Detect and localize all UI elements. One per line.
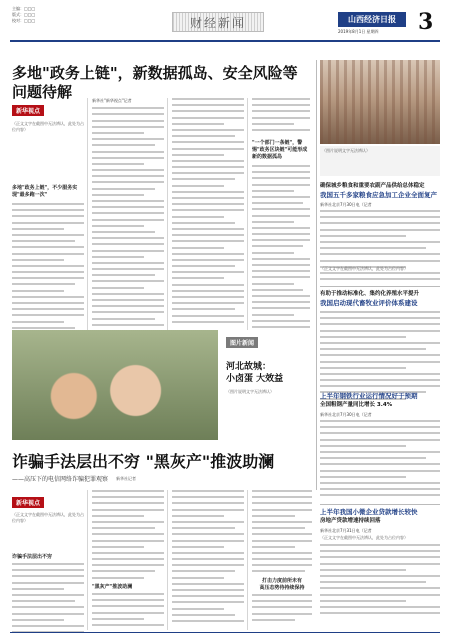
fraud-subline xyxy=(12,474,312,483)
fraud-subhead-4: 高压态势待持续保持 xyxy=(259,585,305,591)
lead-text-lines xyxy=(252,165,310,333)
column-rule xyxy=(247,98,248,330)
lead-headline-block xyxy=(12,64,312,102)
lead-text-lines xyxy=(92,107,164,331)
column-rule xyxy=(87,490,88,630)
warehouse-caption-box xyxy=(320,146,440,176)
lead-col-2 xyxy=(92,98,164,330)
section-title: 财经新闻 xyxy=(189,15,246,30)
steel-subheadline: 全国粗钢产量同比增长 3.4% xyxy=(320,402,393,408)
warehouse-caption: （图片说明文字无法辨认） xyxy=(322,148,370,153)
loan-story xyxy=(320,508,440,618)
fraud-subhead-1: 诈骗手法层出不穷 xyxy=(12,554,53,560)
fraud-text-lines xyxy=(12,563,84,640)
steel-text-lines xyxy=(320,420,440,500)
warehouse-photo xyxy=(320,60,440,144)
livestock-headline-1: 有助于推动标准化、集约化养殖水平提升 xyxy=(320,291,420,297)
picture-news-headline xyxy=(226,361,314,385)
fraud-headline-block xyxy=(12,452,312,483)
right-top-body: （正文文字在截图中无法辨认，此处为占位内容） xyxy=(320,266,408,271)
loan-text-lines xyxy=(320,544,440,618)
masthead xyxy=(0,0,450,44)
picture-news-photo xyxy=(12,330,218,440)
livestock-headline-2: 我国启动现代畜牧业评价体系建设 xyxy=(320,299,418,307)
lead-text-lines xyxy=(252,98,310,138)
picture-news-block xyxy=(226,330,314,419)
fraud-text-lines xyxy=(172,490,244,630)
fraud-text-lines xyxy=(92,490,164,582)
lead-body: （正文文字在截图中无法辨认，此处为占位内容） xyxy=(12,121,84,133)
section-banner xyxy=(172,12,264,32)
column-rule xyxy=(87,98,88,330)
column-rule xyxy=(247,490,248,630)
page-number: 3 xyxy=(418,9,434,35)
fraud-col-2 xyxy=(92,490,164,630)
meta-line: 版式：□□□ xyxy=(12,12,36,17)
footer-rule xyxy=(10,632,440,633)
loan-body: （正文文字在截图中无法辨认，此处为占位内容） xyxy=(320,535,408,540)
grain-headline-2: 我国五千多家粮食应急加工企业全面复产 xyxy=(320,191,437,199)
meta-line: 主编：□□□ xyxy=(12,6,36,11)
issue-date: 2019年8月1日 星期四 xyxy=(338,29,379,34)
fraud-col-4 xyxy=(252,490,312,630)
fraud-subheadline: ——高压下的电信网络诈骗犯罪观察 xyxy=(12,476,109,483)
meta-line: 校对：□□□ xyxy=(12,18,36,23)
livestock-text-lines xyxy=(320,311,440,403)
grain-headline-1: 确保城乡粮食和重要农副产品供给总体稳定 xyxy=(320,183,425,189)
loan-subheadline: 房地产贷款增速持续回落 xyxy=(320,518,381,524)
steel-headline: 上半年钢铁行业运行情况好于预期 xyxy=(320,392,418,400)
page-divider xyxy=(316,60,317,490)
fraud-byline: 新华社记者 xyxy=(116,475,137,481)
masthead-rule xyxy=(10,40,440,42)
picture-news-headline-line: 河北故城： xyxy=(226,362,272,372)
column-rule xyxy=(167,98,168,330)
fraud-kicker: 新华视点 xyxy=(12,497,44,508)
fraud-text-lines xyxy=(252,490,312,576)
loan-headline: 上半年我国小微企业贷款增长较快 xyxy=(320,508,418,516)
fraud-body: （正文文字在截图中无法辨认，此处为占位内容） xyxy=(12,512,84,524)
fraud-text-lines xyxy=(252,594,312,624)
lead-subhead-1: 多地"政务上链"，不少服务实现"最多跑一次" xyxy=(12,185,78,198)
lead-headline: 多地"政务上链"，新数据孤岛、安全风险等问题待解 xyxy=(12,64,298,101)
section-rule xyxy=(320,504,440,505)
lead-col-1 xyxy=(12,98,84,330)
lead-text-lines xyxy=(12,203,84,343)
paper-name: 山西经济日报 xyxy=(338,12,406,27)
picture-news-label: 图片新闻 xyxy=(226,337,258,348)
fraud-col-3 xyxy=(172,490,244,630)
lead-col-3 xyxy=(172,98,244,330)
lead-kicker: 新华视点 xyxy=(12,105,44,116)
fraud-subhead-2: "黑灰产"推波助澜 xyxy=(92,584,133,590)
lead-subhead-2: "一个部门一条链"，警惕"政务区块链"可能形成新的数据孤岛 xyxy=(252,140,308,160)
picture-news-headline-line: 小卤蛋 大效益 xyxy=(226,374,284,384)
masthead-meta xyxy=(12,6,35,24)
lead-col-4 xyxy=(252,98,310,330)
steel-byline: 新华社北京7月30日电（记者 xyxy=(320,412,372,417)
grain-byline: 新华社北京7月30日电（记者 xyxy=(320,202,372,207)
steel-story xyxy=(320,392,440,500)
lead-byline: 新华社"新华视点"记者 xyxy=(92,98,132,103)
fraud-subhead-3: 打击力度前所未有 xyxy=(261,578,302,584)
column-rule xyxy=(167,490,168,630)
fraud-text-lines xyxy=(92,593,164,629)
livestock-story xyxy=(320,290,440,403)
lead-text-lines xyxy=(172,98,244,330)
fraud-headline: 诈骗手法层出不穷 "黑灰产"推波助澜 xyxy=(12,452,275,471)
loan-byline: 新华社北京7月31日电（记者 xyxy=(320,528,372,533)
picture-news-caption: （图片说明文字无法辨认） xyxy=(226,389,274,394)
fraud-col-1 xyxy=(12,490,84,630)
section-rule xyxy=(320,286,440,287)
